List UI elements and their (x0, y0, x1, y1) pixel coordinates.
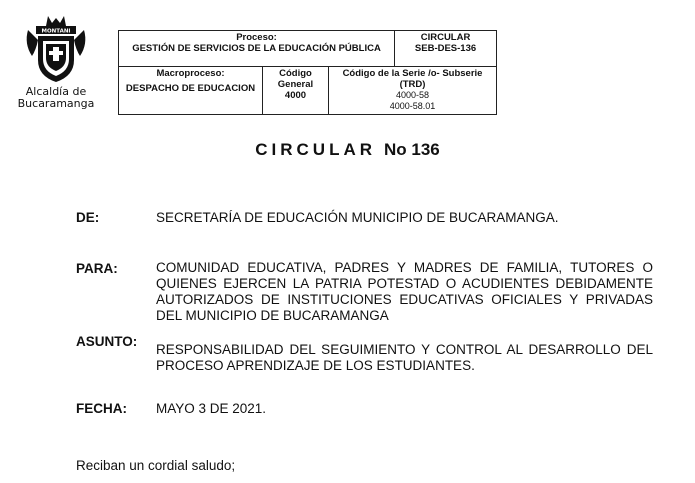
trd-cell (329, 67, 497, 115)
logo-line-2: Bucaramanga (17, 97, 95, 110)
alcaldia-logo (14, 14, 98, 110)
trd-label: Código de la Serie /o- Subserie (TRD) (342, 68, 483, 90)
circular-title-word: CIRCULAR (255, 140, 377, 159)
circular-code-cell (395, 31, 497, 67)
de-label: DE: (76, 210, 100, 225)
asunto-label: ASUNTO: (76, 334, 138, 349)
circular-title (0, 140, 695, 160)
proceso-label: Proceso: (236, 32, 277, 43)
doc-code: SEB-DES-136 (414, 43, 477, 54)
coat-of-arms-icon (22, 14, 90, 86)
macroproceso-cell (119, 67, 263, 115)
macroproceso-value: DESPACHO DE EDUCACION (125, 83, 256, 94)
codigo-general-cell (263, 67, 329, 115)
para-value: COMUNIDAD EDUCATIVA, PADRES Y MADRES DE FAMILIA, TUTORES O QUIENES EJERCEN LA PATRIA POTESTAD O ACUDIENTES DEBIDAMENTE AUTORIZADOS DE INSTITUCIONES EDUCATIVAS OFICIALES Y PRIVADAS DEL MUNICIPIO DE BUCARAMANGA (156, 260, 653, 323)
codigo-general-value: 4000 (284, 90, 307, 101)
proceso-value: GESTIÓN DE SERVICIOS DE LA EDUCACIÓN PÚBLICA (132, 43, 381, 54)
de-value: SECRETARÍA DE EDUCACIÓN MUNICIPIO DE BUCARAMANGA. (156, 210, 559, 225)
document-header-table (118, 30, 497, 115)
codigo-general-label: Código General (277, 68, 314, 90)
para-label: PARA: (76, 261, 118, 276)
circular-number: No 136 (384, 140, 440, 159)
doc-type: CIRCULAR (420, 32, 471, 43)
logo-line-1: Alcaldía de (25, 85, 87, 98)
trd-value-1: 4000-58 (396, 90, 430, 100)
macroproceso-label: Macroproceso: (156, 68, 225, 79)
svg-text:MONTANI: MONTANI (41, 28, 71, 35)
trd-value-2: 4000-58.01 (389, 101, 436, 111)
greeting: Reciban un cordial saludo; (76, 458, 236, 473)
fecha-label: FECHA: (76, 401, 127, 416)
fecha-value: MAYO 3 DE 2021. (156, 401, 267, 416)
asunto-value: RESPONSABILIDAD DEL SEGUIMIENTO Y CONTROL AL DESARROLLO DEL PROCESO APRENDIZAJE DE LOS ESTUDIANTES. (156, 342, 653, 373)
proceso-cell (119, 31, 395, 67)
